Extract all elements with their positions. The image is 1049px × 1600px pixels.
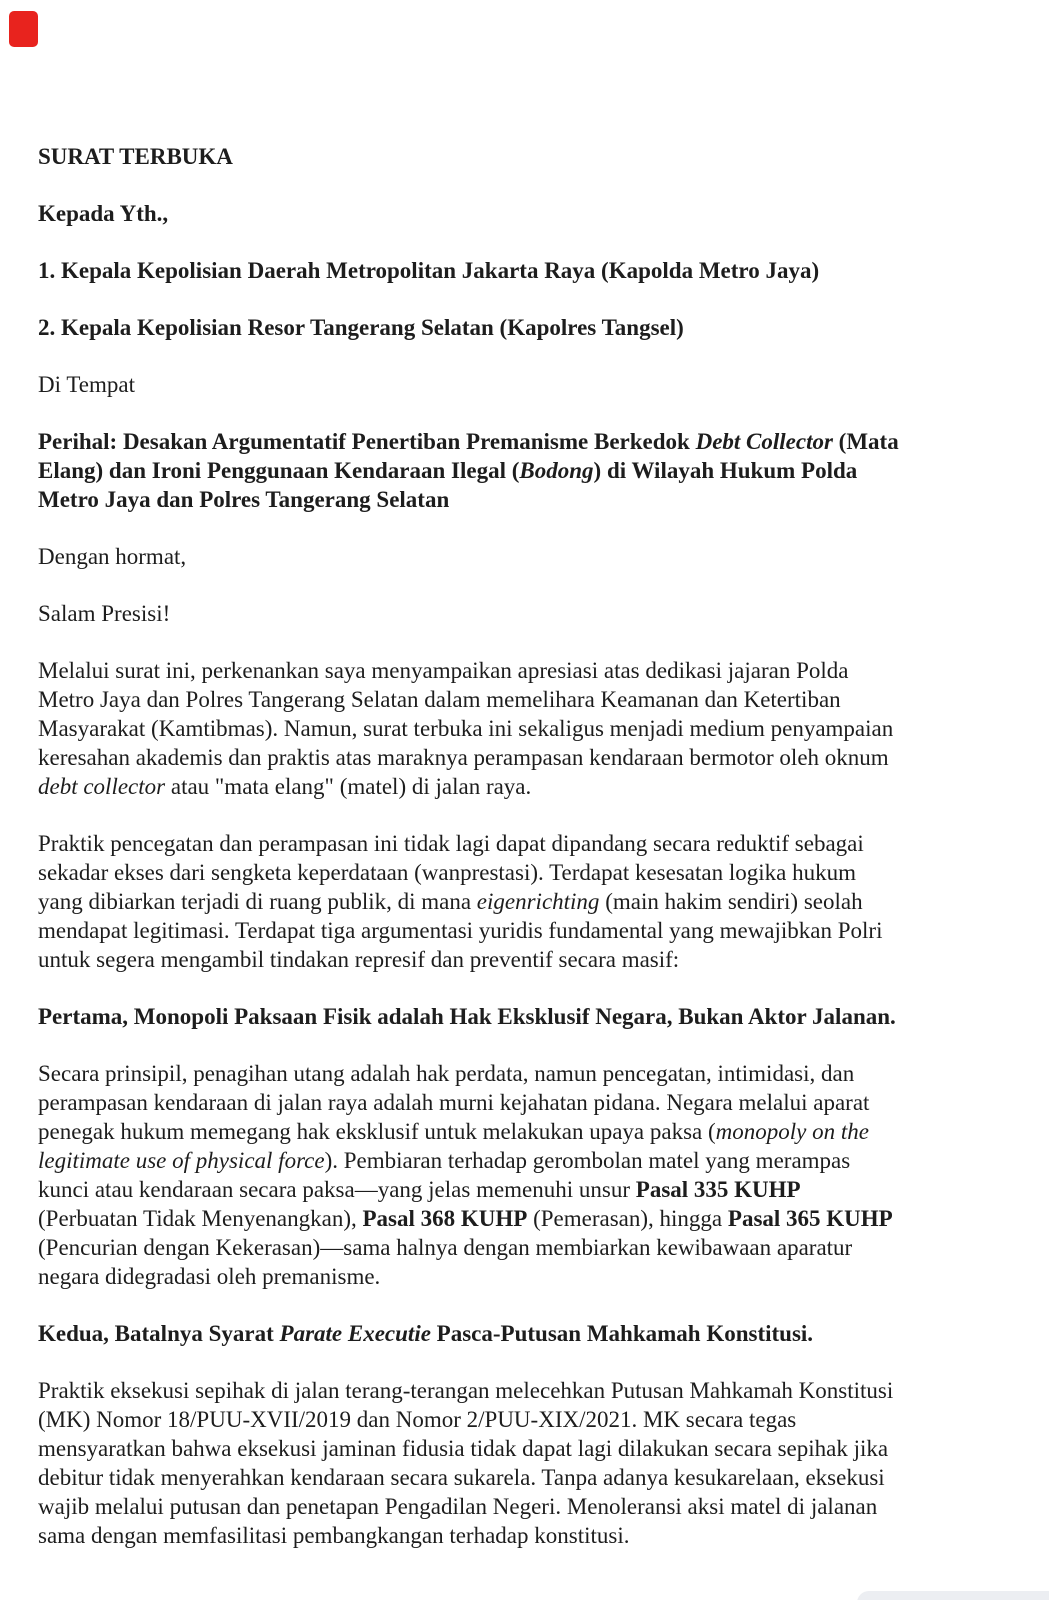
- greeting-line: Dengan hormat,: [38, 544, 187, 569]
- argument-heading-2: Kedua, Batalnya Syarat Parate Executie Pasca-Putusan Mahkamah Konstitusi.: [38, 1321, 814, 1346]
- body-paragraph-3: Secara prinsipil, penagihan utang adalah hak perdata, namun pencegatan, intimidasi, dan perampasan kendaraan di jalan raya adalah murni kejahatan pidana. Negara melalui aparat penegak hukum memegang hak eksklusif untuk melakukan upaya paksa (monopoly on the legitimate use of physical force). Pembiaran terhadap gerombolan matel yang merampas kunci atau kendaraan secara paksa—yang jelas memenuhi unsur Pasal 335 KUHP (Perbuatan Tidak Menyenangkan), Pasal 368 KUHP (Pemerasan), hingga Pasal 365 KUHP (Pencurian dengan Kekerasan)—sama halnya dengan membiarkan kewibawaan aparatur negara didegradasi oleh premanisme.: [38, 1061, 893, 1289]
- red-corner-marker-icon: [9, 11, 38, 47]
- subject-paragraph: Perihal: Desakan Argumentatif Penertiban Premanisme Berkedok Debt Collector (Mata Elang) dan Ironi Penggunaan Kendaraan Ilegal (Bodong) di Wilayah Hukum Polda Metro Jaya dan Polres Tangerang Selatan: [38, 429, 899, 512]
- argument-heading-1: Pertama, Monopoli Paksaan Fisik adalah Hak Eksklusif Negara, Bukan Aktor Jalanan.: [38, 1004, 896, 1029]
- letter-body: [38, 0, 1023, 1578]
- letter-title: SURAT TERBUKA: [38, 144, 233, 169]
- place-line: Di Tempat: [38, 372, 135, 397]
- body-paragraph-4: Praktik eksekusi sepihak di jalan terang-terangan melecehkan Putusan Mahkamah Konstitusi (MK) Nomor 18/PUU-XVII/2019 dan Nomor 2/PUU-XIX/2021. MK secara tegas mensyaratkan bahwa eksekusi jaminan fidusia tidak dapat lagi dilakukan secara sepihak jika debitur tidak menyerahkan kendaraan secara sukarela. Tanpa adanya kesukarelaan, eksekusi wajib melalui putusan dan penetapan Pengadilan Negeri. Menoleransi aksi matel di jalanan sama dengan memfasilitasi pembangkangan terhadap konstitusi.: [38, 1378, 894, 1548]
- recipient-line-2: 2. Kepala Kepolisian Resor Tangerang Selatan (Kapolres Tangsel): [38, 315, 684, 340]
- salutation-line: Kepada Yth.,: [38, 201, 169, 226]
- bottom-sheet-corner: [857, 1591, 1049, 1600]
- body-paragraph-1: Melalui surat ini, perkenankan saya menyampaikan apresiasi atas dedikasi jajaran Polda Metro Jaya dan Polres Tangerang Selatan dalam memelihara Keamanan dan Ketertiban Masyarakat (Kamtibmas). Namun, surat terbuka ini sekaligus menjadi medium penyampaian keresahan akademis dan praktis atas maraknya perampasan kendaraan bermotor oleh oknum debt collector atau "mata elang" (matel) di jalan raya.: [38, 658, 894, 799]
- opening-line: Salam Presisi!: [38, 601, 171, 626]
- body-paragraph-2: Praktik pencegatan dan perampasan ini tidak lagi dapat dipandang secara reduktif sebagai sekadar ekses dari sengketa keperdataan (wanprestasi). Terdapat kesesatan logika hukum yang dibiarkan terjadi di ruang publik, di mana eigenrichting (main hakim sendiri) seolah mendapat legitimasi. Terdapat tiga argumentasi yuridis fundamental yang mewajibkan Polri untuk segera mengambil tindakan represif dan preventif secara masif:: [38, 831, 883, 972]
- recipient-line-1: 1. Kepala Kepolisian Daerah Metropolitan Jakarta Raya (Kapolda Metro Jaya): [38, 258, 820, 283]
